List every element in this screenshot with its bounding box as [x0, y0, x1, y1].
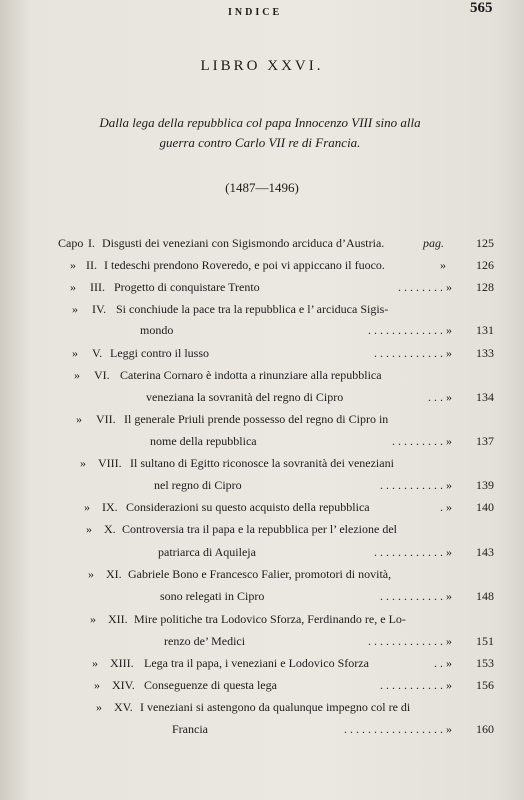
chapter-page: 133 [476, 346, 494, 360]
chapter-page: 153 [476, 656, 494, 670]
leader-dots: . . . . . . . . . . . . » [374, 545, 452, 559]
leader-dots: » [440, 258, 446, 272]
chapter-title: Conseguenze di questa lega [144, 678, 277, 692]
year-range: (1487—1496) [225, 180, 299, 195]
chapter-title-cont: veneziana la sovranità del regno di Cipro [146, 390, 344, 404]
chapter-title: Controversia tra il papa e la repubblica per l’ elezione del [122, 522, 397, 536]
chapter-title-cont: patriarca di Aquileja [158, 545, 256, 559]
leader-dots: . . . » [428, 390, 452, 404]
chapter-number: XI. [106, 567, 122, 581]
leader-dots: . . . . . . . . . . . » [380, 589, 452, 603]
chapter-prefix: » [70, 280, 76, 294]
chapter-prefix: Capo [58, 236, 84, 250]
leader-dots: . . . . . . . . . . . . . » [368, 634, 452, 648]
leader-dots: . . » [434, 656, 452, 670]
chapter-prefix: » [74, 368, 80, 382]
leader-dots: . . . . . . . . . » [392, 434, 452, 448]
chapter-title-cont: renzo de’ Medici [164, 634, 246, 648]
header-title: INDICE [228, 7, 283, 18]
chapter-prefix: » [86, 522, 92, 536]
leader-dots: . . . . . . . . . . . . » [374, 346, 452, 360]
chapter-number: XIII. [110, 656, 134, 670]
chapter-prefix: » [80, 456, 86, 470]
chapter-title: Il sultano di Egitto riconosce la sovranità dei veneziani [130, 456, 394, 470]
chapter-page: 143 [476, 545, 494, 559]
chapter-page: 134 [476, 390, 494, 404]
chapter-title-cont: nome della repubblica [150, 434, 257, 448]
chapter-number: I. [88, 236, 95, 250]
chapter-page: 151 [476, 634, 494, 648]
leader-dots: . » [440, 500, 452, 514]
chapter-number: II. [86, 258, 97, 272]
chapter-number: IV. [92, 302, 107, 316]
chapter-title-cont: nel regno di Cipro [154, 478, 242, 492]
chapter-prefix: » [96, 700, 102, 714]
chapter-prefix: » [84, 500, 90, 514]
chapter-title: I tedeschi prendono Roveredo, e poi vi appiccano il fuoco. [104, 258, 385, 272]
chapter-page: 156 [476, 678, 494, 692]
leader-dots: . . . . . . . . » [398, 280, 452, 294]
chapter-title-cont: Francia [172, 722, 208, 736]
chapter-title: Mire politiche tra Lodovico Sforza, Ferdinando re, e Lo- [134, 612, 406, 626]
chapter-title: Progetto di conquistare Trento [114, 280, 260, 294]
chapter-title: Disgusti dei veneziani con Sigismondo arciduca d’Austria. [102, 236, 385, 250]
chapter-page: 126 [476, 258, 494, 272]
book-title: LIBRO XXVI. [200, 58, 324, 74]
chapter-title: I veneziani si astengono da qualunque impegno col re di [140, 700, 411, 714]
chapter-prefix: » [76, 412, 82, 426]
chapter-title: Gabriele Bono e Francesco Falier, promotori di novità, [128, 567, 392, 581]
chapter-number: VII. [96, 412, 116, 426]
chapter-prefix: » [88, 567, 94, 581]
chapter-page: 140 [476, 500, 494, 514]
chapter-page: 148 [476, 589, 494, 603]
chapter-title: Considerazioni su questo acquisto della repubblica [126, 500, 370, 514]
chapter-title: Lega tra il papa, i veneziani e Lodovico Sforza [144, 656, 369, 670]
chapter-page: 139 [476, 478, 494, 492]
chapter-prefix: » [92, 656, 98, 670]
chapter-number: VIII. [98, 456, 122, 470]
chapter-prefix: » [72, 346, 78, 360]
chapter-number: IX. [102, 500, 118, 514]
leader-dots: . . . . . . . . . . . . . . . . . » [344, 722, 452, 736]
chapter-page: 125 [476, 236, 494, 250]
chapter-number: VI. [94, 368, 110, 382]
chapter-number: XII. [108, 612, 128, 626]
chapter-prefix: » [90, 612, 96, 626]
chapter-page: 160 [476, 722, 494, 736]
leader-dots: . . . . . . . . . . . » [380, 678, 452, 692]
chapter-page: 128 [476, 280, 494, 294]
leader-dots: . . . . . . . . . . . . . » [368, 323, 452, 337]
chapter-title-cont: sono relegati in Cipro [160, 589, 265, 603]
chapter-title: Il generale Priuli prende possesso del regno di Cipro in [124, 412, 389, 426]
leader-dots: . . . . . . . . . . . » [380, 478, 452, 492]
chapter-prefix: » [94, 678, 100, 692]
chapter-title-cont: mondo [140, 323, 174, 337]
subtitle-line: Dalla lega della repubblica col papa Innocenzo VIII sino alla [99, 115, 421, 130]
chapter-number: XV. [114, 700, 133, 714]
chapter-title: Si conchiude la pace tra la repubblica e l’ arciduca Sigis- [116, 302, 389, 316]
chapter-prefix: » [72, 302, 78, 316]
page-abbrev: pag. [423, 236, 444, 250]
chapter-page: 137 [476, 434, 494, 448]
chapter-page: 131 [476, 323, 494, 337]
subtitle-line: guerra contro Carlo VII re di Francia. [159, 135, 361, 150]
chapter-prefix: » [70, 258, 76, 272]
chapter-title: Leggi contro il lusso [110, 346, 209, 360]
chapter-number: III. [90, 280, 105, 294]
page-number: 565 [470, 0, 493, 16]
chapter-number: XIV. [112, 678, 135, 692]
chapter-number: X. [104, 522, 116, 536]
chapter-number: V. [92, 346, 103, 360]
chapter-title: Caterina Cornaro è indotta a rinunziare alla repubblica [120, 368, 382, 382]
